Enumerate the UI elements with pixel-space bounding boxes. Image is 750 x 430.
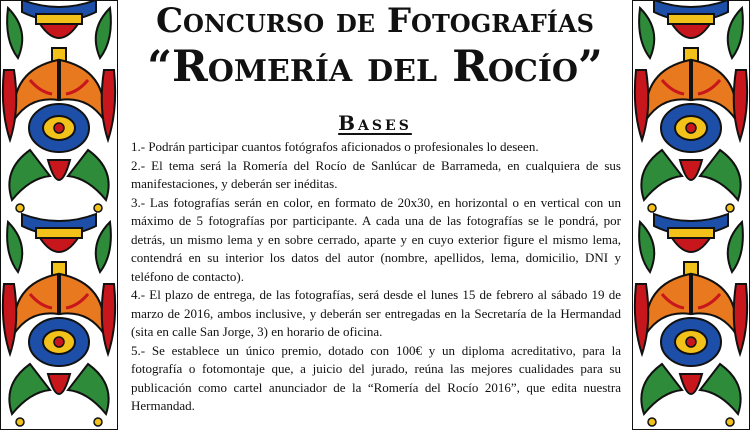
rule-item: [131, 138, 621, 157]
rules-list: [131, 138, 621, 416]
poster-subtitle: “Romería del Rocío”: [147, 42, 603, 92]
rule-text: 4.- El plazo de entrega, de las fotografías, será desde el lunes 15 de febrero al sábado 19 de marzo de 2016, ambos inclusive, y deberán ser entregadas en la Secretaría de la Hermandad (sita en calle San Jorge, 3) en horario de oficina.: [131, 287, 621, 339]
rule-text: 2.- El tema será la Romería del Rocío de Sanlúcar de Barrameda, en cualquiera de sus manifestaciones, y deberán ser inéditas.: [131, 157, 621, 191]
rule-text: 5.- Se establece un único premio, dotado con 100€ y un diploma acreditativo, para la fotografía o fotomontaje que, a juicio del jurado, reúna las mejores cualidades para su publicación como cartel anunciador de la “Romería del Rocío 2016”, que edita nuestra Hermandad.: [131, 342, 621, 413]
rule-item: [131, 342, 621, 416]
azulejo-border-icon: [0, 0, 118, 430]
right-tile-border: [632, 0, 750, 430]
section-heading: Bases: [338, 111, 412, 135]
azulejo-border-icon: [632, 0, 750, 430]
poster-title: Concurso de Fotografías: [156, 1, 594, 41]
rule-item: [131, 194, 621, 287]
rule-text: 3.- Las fotografías serán en color, en formato de 20x30, en horizontal o en vertical con un máximo de 5 fotografías por participante. A cada una de las fotografías se le pondrá, por detrás, un mismo lema y en sobre cerrado, aparte y en cuyo exterior figure el mismo lema, contendrá en su interior los datos del autor (nombre, apellidos, lema, domicilio, DNI y teléfono de contacto).: [131, 194, 621, 284]
rule-text: 1.- Podrán participar cuantos fotógrafos aficionados o profesionales lo deseen.: [131, 139, 539, 154]
rule-item: [131, 286, 621, 342]
left-tile-border: [0, 0, 118, 430]
rule-item: [131, 157, 621, 194]
